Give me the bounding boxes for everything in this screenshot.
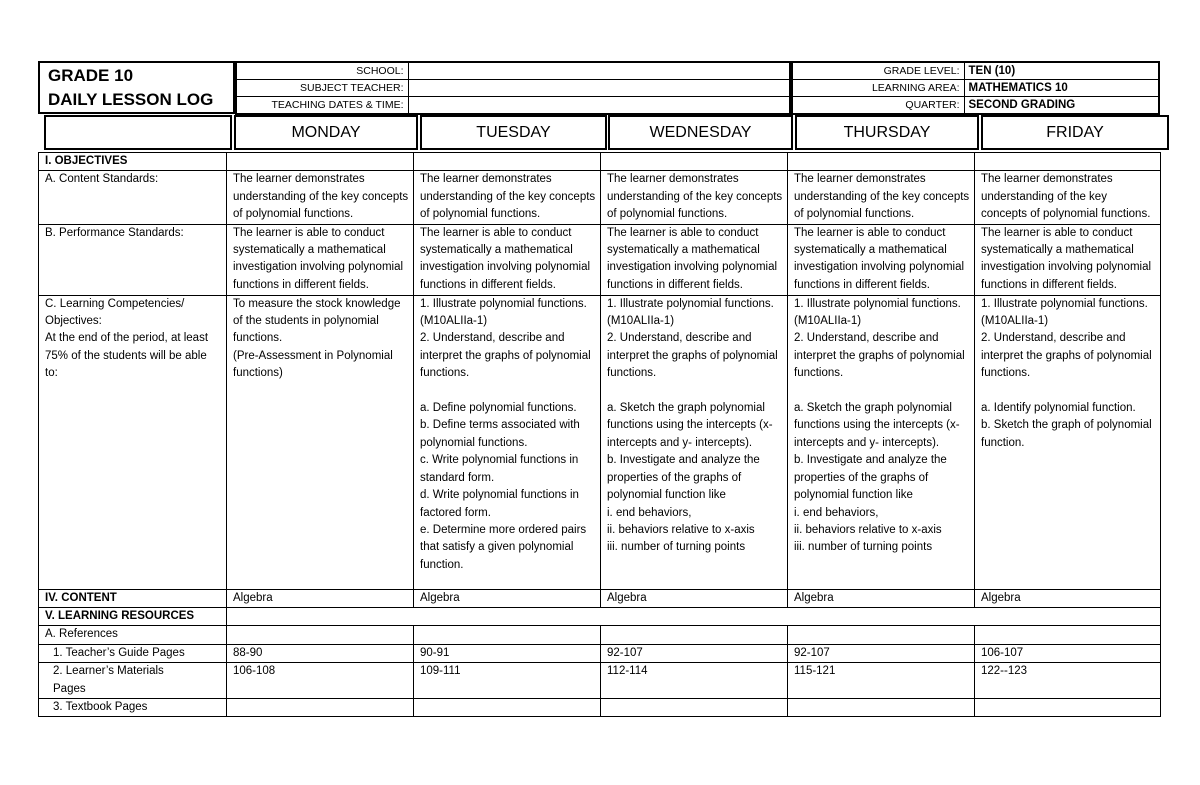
content-thursday: Algebra: [788, 589, 975, 607]
learning-competency-friday: 1. Illustrate polynomial functions. (M10ALIIa-1) 2. Understand, describe and interpret the graphs of polynomial functions. a. Identify polynomial function. b. Sketch the graph of polynomial function.: [975, 295, 1161, 589]
performance-standard-wednesday: The learner is able to conduct systematically a mathematical investigation involving polynomial functions in different fields.: [601, 224, 788, 295]
lm-pages-wednesday: 112-114: [601, 663, 788, 699]
learning-competency-tuesday: 1. Illustrate polynomial functions. (M10ALIIa-1) 2. Understand, describe and interpret the graphs of polynomial functions. a. Define polynomial functions. b. Define terms associated with polynomial functions. c. Write polynomial functions in standard form. d. Write polynomial functions in factored form. e. Determine more ordered pairs that satisfy a given polynomial function.: [414, 295, 601, 589]
lm-pages-thursday: 115-121: [788, 663, 975, 699]
content-standard-friday: The learner demonstrates understanding of the key concepts of polynomial functions.: [975, 171, 1161, 224]
title-box: [38, 61, 235, 114]
learning-competency-monday: To measure the stock knowledge of the students in polynomial functions. (Pre-Assessment in Polynomial functions): [227, 295, 414, 589]
content-monday: Algebra: [227, 589, 414, 607]
learning-area-value: MATHEMATICS 10: [964, 80, 1159, 97]
tg-pages-monday: 88-90: [227, 644, 414, 662]
textbook-pages-tuesday[interactable]: [414, 699, 601, 717]
document-title-log: DAILY LESSON LOG: [48, 90, 214, 109]
quarter-label: QUARTER:: [792, 97, 964, 115]
content-standard-wednesday: The learner demonstrates understanding of the key concepts of polynomial functions.: [601, 171, 788, 224]
textbook-pages-monday[interactable]: [227, 699, 414, 717]
textbook-pages-thursday[interactable]: [788, 699, 975, 717]
day-header-friday: FRIDAY: [981, 115, 1169, 150]
content-standards-label: A. Content Standards:: [39, 171, 227, 224]
grade-level-label: GRADE LEVEL:: [792, 62, 964, 80]
cell[interactable]: [414, 153, 601, 171]
cell[interactable]: [975, 153, 1161, 171]
table-row-content: [39, 589, 1161, 607]
table-row-learners-materials: [39, 663, 1161, 699]
lesson-log-table: [38, 152, 1161, 717]
cell[interactable]: [227, 608, 1161, 626]
day-header-thursday: THURSDAY: [795, 115, 979, 150]
content-wednesday: Algebra: [601, 589, 788, 607]
header-info-right: [791, 61, 1160, 115]
teachers-guide-label: 1. Teacher’s Guide Pages: [39, 644, 227, 662]
learning-competency-thursday: 1. Illustrate polynomial functions. (M10ALIIa-1) 2. Understand, describe and interpret the graphs of polynomial functions. a. Sketch the graph polynomial functions using the intercepts (x-intercepts and y- intercepts). b. Investigate and analyze the properties of the graphs of polynomial function like i. end behaviors, ii. behaviors relative to x-axis iii. number of turning points: [788, 295, 975, 589]
header-info-left: [235, 61, 791, 115]
performance-standard-monday: The learner is able to conduct systematically a mathematical investigation involving polynomial functions in different fields.: [227, 224, 414, 295]
table-row-learning-resources: [39, 608, 1161, 626]
school-value[interactable]: [408, 62, 790, 80]
table-row-performance-standards: [39, 224, 1161, 295]
lm-pages-friday: 122--123: [975, 663, 1161, 699]
textbook-label: 3. Textbook Pages: [39, 699, 227, 717]
table-row-textbook: [39, 699, 1161, 717]
textbook-pages-friday[interactable]: [975, 699, 1161, 717]
learners-materials-label: 2. Learner’s Materials Pages: [39, 663, 227, 699]
teaching-dates-value[interactable]: [408, 97, 790, 115]
day-header-tuesday: TUESDAY: [420, 115, 607, 150]
content-standard-monday: The learner demonstrates understanding of the key concepts of polynomial functions.: [227, 171, 414, 224]
cell[interactable]: [227, 626, 414, 644]
cell[interactable]: [788, 153, 975, 171]
tg-pages-thursday: 92-107: [788, 644, 975, 662]
table-row-teachers-guide: [39, 644, 1161, 662]
learning-competencies-label: C. Learning Competencies/ Objectives: At the end of the period, at least 75% of the students will be able to:: [39, 295, 227, 589]
performance-standard-tuesday: The learner is able to conduct systematically a mathematical investigation involving polynomial functions in different fields.: [414, 224, 601, 295]
performance-standard-friday: The learner is able to conduct systematically a mathematical investigation involving polynomial functions in different fields.: [975, 224, 1161, 295]
content-standard-tuesday: The learner demonstrates understanding of the key concepts of polynomial functions.: [414, 171, 601, 224]
tg-pages-wednesday: 92-107: [601, 644, 788, 662]
learning-competency-wednesday: 1. Illustrate polynomial functions. (M10ALIIa-1) 2. Understand, describe and interpret the graphs of polynomial functions. a. Sketch the graph polynomial functions using the intercepts (x-intercepts and y- intercepts). b. Investigate and analyze the properties of the graphs of polynomial function like i. end behaviors, ii. behaviors relative to x-axis iii. number of turning points: [601, 295, 788, 589]
cell[interactable]: [601, 626, 788, 644]
subject-teacher-label: SUBJECT TEACHER:: [236, 80, 408, 97]
document-title-grade: GRADE 10: [48, 66, 134, 85]
table-row-content-standards: [39, 171, 1161, 224]
performance-standard-thursday: The learner is able to conduct systematically a mathematical investigation involving polynomial functions in different fields.: [788, 224, 975, 295]
table-row-learning-competencies: [39, 295, 1161, 589]
content-friday: Algebra: [975, 589, 1161, 607]
content-tuesday: Algebra: [414, 589, 601, 607]
day-header-wednesday: WEDNESDAY: [608, 115, 793, 150]
teaching-dates-label: TEACHING DATES & TIME:: [236, 97, 408, 115]
section-learning-resources: V. LEARNING RESOURCES: [39, 608, 227, 626]
section-content: IV. CONTENT: [39, 589, 227, 607]
cell[interactable]: [975, 626, 1161, 644]
table-row-objectives: [39, 153, 1161, 171]
textbook-pages-wednesday[interactable]: [601, 699, 788, 717]
lm-pages-tuesday: 109-111: [414, 663, 601, 699]
references-label: A. References: [39, 626, 227, 644]
lm-pages-monday: 106-108: [227, 663, 414, 699]
quarter-value: SECOND GRADING: [964, 97, 1159, 115]
school-label: SCHOOL:: [236, 62, 408, 80]
grade-level-value: TEN (10): [964, 62, 1159, 80]
content-standard-thursday: The learner demonstrates understanding of the key concepts of polynomial functions.: [788, 171, 975, 224]
learning-area-label: LEARNING AREA:: [792, 80, 964, 97]
cell[interactable]: [601, 153, 788, 171]
day-header-monday: MONDAY: [234, 115, 418, 150]
cell[interactable]: [788, 626, 975, 644]
cell[interactable]: [227, 153, 414, 171]
performance-standards-label: B. Performance Standards:: [39, 224, 227, 295]
cell[interactable]: [414, 626, 601, 644]
tg-pages-friday: 106-107: [975, 644, 1161, 662]
day-header-blank: [44, 115, 232, 150]
tg-pages-tuesday: 90-91: [414, 644, 601, 662]
table-row-references: [39, 626, 1161, 644]
subject-teacher-value[interactable]: [408, 80, 790, 97]
section-objectives: I. OBJECTIVES: [39, 153, 227, 171]
